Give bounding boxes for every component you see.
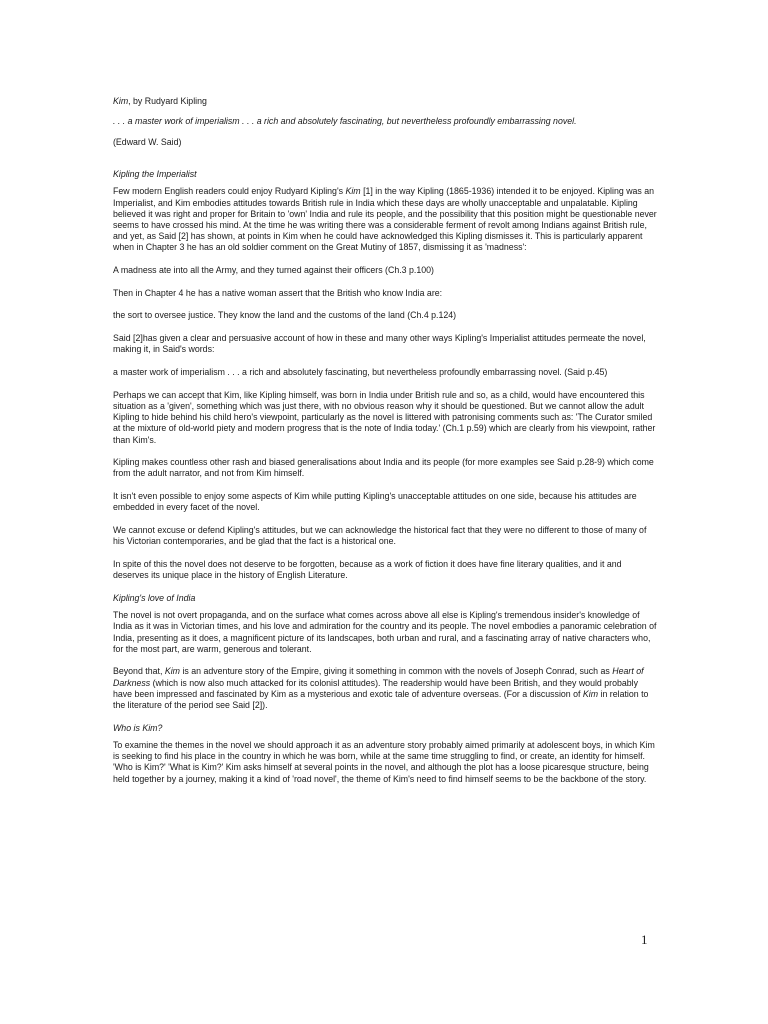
section-heading-love-of-india: Kipling's love of India — [113, 592, 196, 603]
paragraph: Perhaps we can accept that Kim, like Kipling himself, was born in India under British rule and so, as a child, would have encountered this situation as a 'given', something which was just there, with no obvious reason why it should be questioned. But we cannot allow the adult Kipling to hide behind his child hero's viewpoint, particularly as the novel is littered with patronising comments such as: 'The Curator smiled at the mixture of old-world piety and modern progress that is the note of India today.' (Ch.1 p.59) which are clearly from his viewpoint, rather than Kim's. — [113, 389, 656, 445]
text-run: in relation to the literature of the period see Said [2]). — [113, 688, 649, 711]
paragraph: It isn't even possible to enjoy some aspects of Kim while putting Kipling's unacceptable attitudes on one side, because his attitudes are embedded in every facet of the novel. — [113, 491, 637, 513]
text-run-italic: Kim — [582, 688, 599, 699]
paragraph: Said [2]has given a clear and persuasive account of how in these and many other ways Kipling's Imperialist attitudes permeate the novel, making it, in Said's words: — [113, 333, 646, 355]
epigraph-author: (Edward W. Said) — [113, 136, 182, 147]
text-run-italic: Kim — [345, 186, 361, 197]
quote: the sort to oversee justice. They know the land and the customs of the land (Ch.4 p.124) — [113, 310, 457, 321]
epigraph: . . . a master work of imperialism . . . a rich and absolutely fascinating, but nevertheless profoundly embarrassing novel. — [113, 115, 577, 126]
title-rest: , by Rudyard Kipling — [128, 96, 207, 106]
paragraph: To examine the themes in the novel we should approach it as an adventure story probably aimed primarily at adolescent boys, in which Kim is seeking to find his place in the country in which he was born, while at the same time struggling to find, or create, an identity for himself. 'Who is Kim?' 'What is Kim?' Kim asks himself at several points in the novel, and although the plot has a loose picaresque structure, being held together by a journey, making it a kind of 'road novel', the theme of Kim's need to find himself seems to be the backbone of the story. — [113, 739, 655, 784]
text-run: Beyond that, — [113, 666, 165, 677]
section-heading-imperialist: Kipling the Imperialist — [113, 169, 197, 180]
title-italic: Kim — [113, 96, 129, 106]
text-run: (which is now also much attacked for its colonisl attitudes). The readership would have been British, and they would probably have been impressed and fascinated by Kim as a mysterious and exotic tale of adventure overseas. (For a discussion of — [113, 677, 638, 699]
text-run: is an adventure story of the Empire, giving it something in common with the novels of Joseph Conrad, such as — [180, 666, 613, 677]
text-run: Few modern English readers could enjoy Rudyard Kipling's — [113, 186, 346, 197]
quote: a master work of imperialism . . . a rich and absolutely fascinating, but nevertheless profoundly embarrassing novel. (Said p.45) — [113, 367, 608, 378]
document-page — [113, 96, 658, 796]
paragraph: Kipling makes countless other rash and biased generalisations about India and its people (for more examples see Said p.28-9) which come from the adult narrator, and not from Kim himself. — [113, 457, 654, 479]
text-run-italic: Heart of Darkness — [113, 666, 644, 688]
paragraph: Then in Chapter 4 he has a native woman assert that the British who know India are: — [113, 287, 443, 298]
section-heading-who-is-kim: Who is Kim? — [113, 722, 163, 733]
paragraph: The novel is not overt propaganda, and on the surface what comes across above all else is Kipling's tremendous insider's knowledge of India as it was in Victorian times, and his love and admiration for the country and its people. The novel embodies a panoramic celebration of India, presenting as it does, a magnificent picture of its landscapes, both urban and rural, and a fascinating array of native characters who, for the most part, are warm, generous and tolerant. — [113, 610, 657, 654]
document-title — [113, 96, 658, 107]
text-run-italic: Kim — [164, 666, 180, 677]
quote: A madness ate into all the Army, and they turned against their officers (Ch.3 p.100) — [113, 265, 434, 276]
paragraph: In spite of this the novel does not deserve to be forgotten, because as a work of fiction it does have fine literary qualities, and it and deserves its unique place in the history of English Literature. — [113, 558, 622, 581]
text-run: [1] in the way Kipling (1865-1936) intended it to be enjoyed. Kipling was an Imperialist, and Kim embodies attitudes towards British rule in India which these days are wholly unacceptable and unpalatable. Kipling believed it was right and proper for Britain to 'own' India and rule its people, and the possibility that this position might be questionable never seems to have crossed his mind. At the time he was writing there was a considerable ferment of revolt among Indians against British rule, and yet, as Said [2] has shown, at points in Kim when he could have acknowledged this Kipling dismisses it. This is particularly apparent when in Chapter 3 he has an old soldier comment on the Great Mutiny of 1857, dismissing it as 'madness': — [113, 186, 657, 253]
paragraph — [113, 186, 658, 253]
page-number: 1 — [641, 932, 648, 947]
paragraph — [113, 666, 658, 711]
paragraph: We cannot excuse or defend Kipling's attitudes, but we can acknowledge the historical fact that they were no different to those of many of his Victorian contemporaries, and be glad that the fact is a historical one. — [113, 525, 647, 547]
